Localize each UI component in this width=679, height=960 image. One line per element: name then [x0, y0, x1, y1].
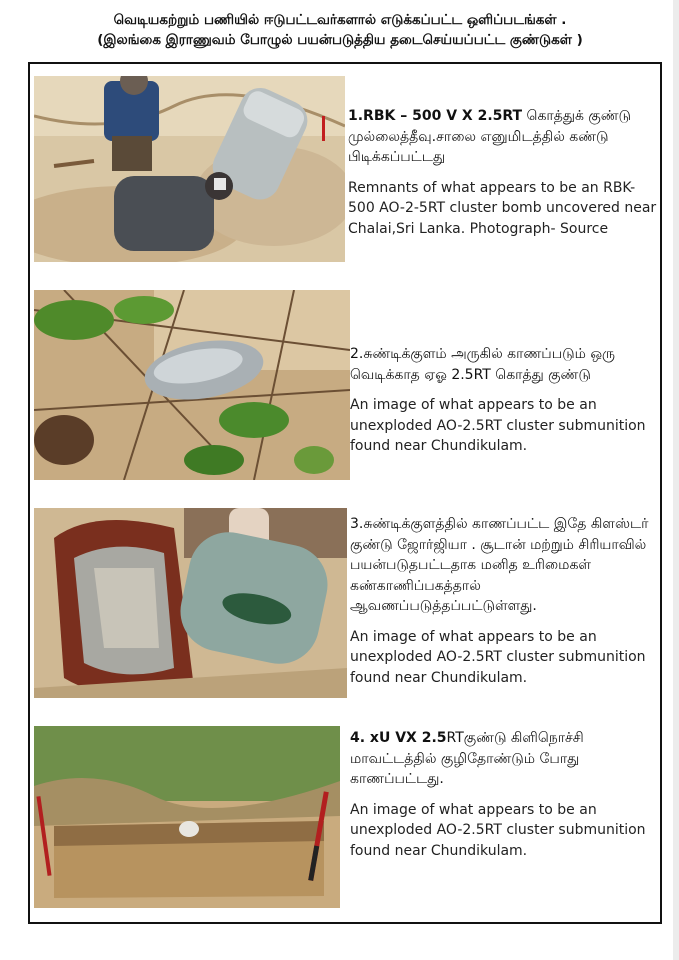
page-header [40, 10, 640, 50]
header-subtitle: (இலங்கை இராணுவம் போழுல் பயன்படுத்திய தடைசெய்யப்பட்ட குண்டுகள் ) [97, 32, 583, 48]
entry-4-title: 4. xU VX 2.5 [350, 730, 447, 746]
entry-2-english: An image of what appears to be an unexploded AO-2.5RT cluster submunition found near Chundikulam. [350, 397, 646, 454]
page-edge [673, 0, 679, 960]
entry-2-text [350, 344, 660, 457]
entry-3-tamil: 3.சுண்டிக்குளத்தில் காணப்பட்ட இதே கிளஸ்டர் குண்டு ஜோர்ஜியா . சூடான் மற்றும் சிரியாவில் பயன்படுதபட்டதாக மனித உரிமைகள் கண்காணிப்பகத்தால் ஆவணப்படுத்தப்பட்டுள்ளது. [350, 516, 649, 614]
photo-submunition-in-brush [34, 290, 350, 480]
content-frame [28, 62, 662, 924]
entry-4-text [350, 728, 662, 861]
entry-1-title: 1.RBK – 500 V X 2.5RT [348, 108, 523, 124]
entry-4-english: An image of what appears to be an unexploded AO-2.5RT cluster submunition found near Chundikulam. [350, 801, 646, 859]
entry-1-text [348, 106, 660, 239]
entry-2-tamil: 2.சுண்டிக்குளம் அருகில் காணப்படும் ஒரு வெடிக்காத ஏஓ 2.5RT கொத்து குண்டு [350, 346, 616, 383]
header-title: வெடியகற்றும் பணியில் ஈடுபட்டவர்களால் எடுக்கப்பட்ட ஒளிப்படங்கள் . [113, 12, 567, 28]
entry-1-tamil: 1.RBK – 500 V X 2.5RT கொத்துக் குண்டு முல்லைத்தீவு.சாலை எனுமிடத்தில் கண்டு பிடிக்கப்பட்டது [348, 108, 632, 165]
photo-opened-cluster-bomb [34, 508, 347, 698]
photo-submunition-in-pit [34, 726, 340, 908]
entry-4-tamil: 4. xU VX 2.5RTகுண்டு கிளிநொச்சி மாவட்டத்தில் குழிதோண்டும் போது காணப்பட்டது. [350, 730, 584, 787]
entry-1-english: Remnants of what appears to be an RBK-500 AO-2-5RT cluster bomb uncovered near Chalai,Sri Lanka. Photograph- Source [348, 179, 657, 237]
photo-bomb-remnants-chalai [34, 76, 345, 262]
entry-3-text [350, 514, 662, 688]
entry-3-english: An image of what appears to be an unexploded AO-2.5RT cluster submunition found near Chundikulam. [350, 628, 646, 686]
